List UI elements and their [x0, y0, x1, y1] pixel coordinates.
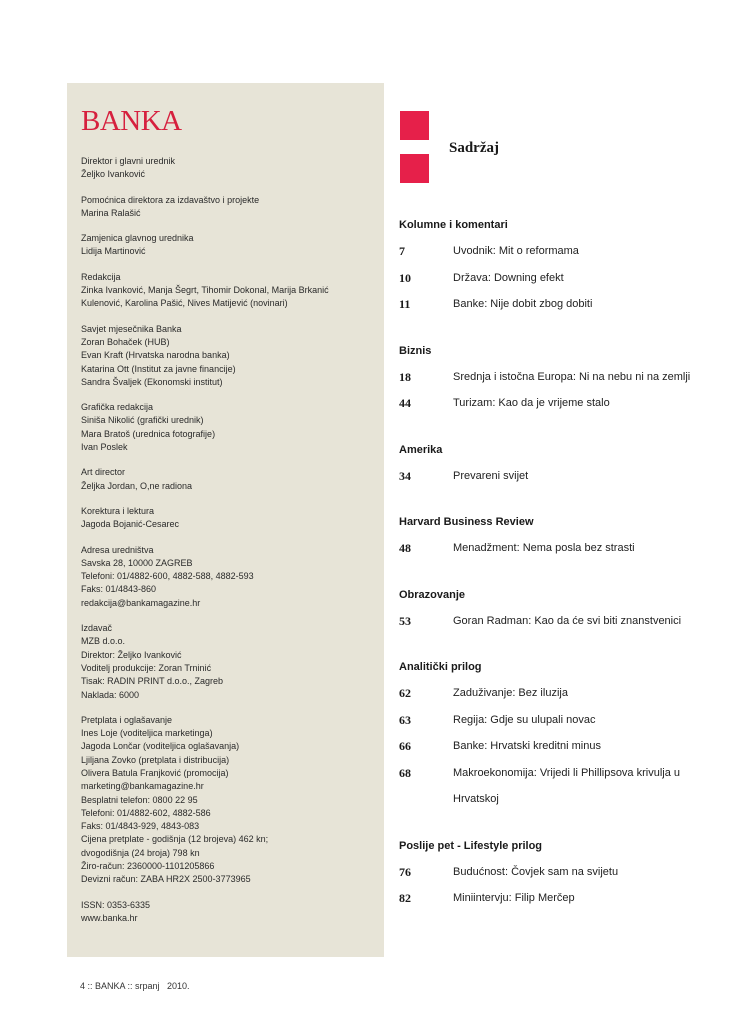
- toc-title: Sadržaj: [449, 140, 499, 156]
- credit-line: Zoran Bohaček (HUB): [81, 336, 170, 347]
- toc-entry: [399, 535, 699, 562]
- credit-line: marketing@bankamagazine.hr: [81, 781, 204, 792]
- toc-page-number: 68: [399, 765, 411, 780]
- toc-page-number: 82: [399, 891, 411, 905]
- toc-page-number: 48: [399, 541, 411, 555]
- credit-line: redakcija@bankamagazine.hr: [81, 597, 201, 608]
- credit-line: Besplatni telefon: 0800 22 95: [81, 794, 198, 805]
- credit-heading: Grafička redakcija: [81, 402, 154, 413]
- toc-entry-title: Zaduživanje: Bez iluzija: [453, 687, 568, 699]
- credit-line: Sandra Švaljek (Ekonomski institut): [81, 376, 223, 387]
- credit-line: Devizni račun: ZABA HR2X 2500-3773965: [81, 874, 251, 885]
- accent-square-top: [400, 111, 429, 140]
- credit-line: Evan Kraft (Hrvatska narodna banka): [81, 350, 230, 361]
- toc-section: [399, 654, 699, 813]
- credit-block: [81, 714, 374, 887]
- credit-block: [81, 466, 374, 493]
- credit-line: Telefoni: 01/4882-602, 4882-586: [81, 807, 211, 818]
- credit-line: www.banka.hr: [81, 912, 138, 923]
- credit-line: Kulenović, Karolina Pašić, Nives Matijević (novinari): [81, 298, 288, 309]
- toc-page-number: 44: [399, 396, 411, 410]
- credit-line: Direktor: Željko Ivanković: [81, 649, 182, 660]
- credit-line: Lidija Martinović: [81, 246, 146, 257]
- toc-entry-title: Menadžment: Nema posla bez strasti: [453, 542, 635, 554]
- toc-entry-title: Banke: Nije dobit zbog dobiti: [453, 298, 593, 310]
- credit-line: MZB d.o.o.: [81, 636, 126, 647]
- credit-line: Jagoda Lončar (voditeljica oglašavanja): [81, 741, 240, 752]
- credit-line: Faks: 01/4843-860: [81, 584, 157, 595]
- toc-page-number: 7: [399, 244, 405, 258]
- page-footer: 4 :: BANKA :: srpanj 2010.: [80, 981, 190, 991]
- credit-heading: Art director: [81, 467, 126, 478]
- credit-line: Marina Ralašić: [81, 207, 141, 218]
- toc-entry: [399, 265, 699, 292]
- credit-heading: Savjet mjesečnika Banka: [81, 323, 182, 334]
- credit-line: Voditelj produkcije: Zoran Trninić: [81, 662, 212, 673]
- toc-entry-title: Makroekonomija: Vrijedi li Phillipsova krivulja u: [453, 766, 681, 779]
- credit-line: Željka Jordan, O,ne radiona: [81, 480, 193, 491]
- credit-line: Ines Loje (voditeljica marketinga): [81, 728, 213, 739]
- toc-entry-title: Regija: Gdje su ulupali novac: [453, 713, 596, 726]
- masthead-credits: [81, 155, 374, 925]
- credit-heading: Pretplata i oglašavanje: [81, 714, 173, 725]
- credit-line: Cijena pretplate - godišnja (12 brojeva) 462 kn;: [81, 834, 269, 845]
- toc-page-number: 34: [399, 468, 411, 483]
- credit-line: Mara Bratoš (urednica fotografije): [81, 428, 216, 439]
- toc-entry-title: Država: Downing efekt: [453, 271, 564, 284]
- toc-page-number: 11: [399, 297, 411, 311]
- accent-squares: [400, 111, 429, 197]
- toc-entry-title: Miniintervju: Filip Merčep: [453, 892, 575, 904]
- toc-entry: [399, 364, 699, 391]
- toc-page-number: 18: [399, 369, 411, 384]
- toc-entry-title: Turizam: Kao da je vrijeme stalo: [453, 397, 610, 409]
- credit-line: Zinka Ivanković, Manja Šegrt, Tihomir Dokonal, Marija Brkanić: [81, 285, 329, 296]
- toc-entry: [399, 760, 699, 787]
- credit-block: [81, 155, 374, 182]
- toc-entry: [399, 238, 699, 265]
- toc-section: [399, 338, 699, 417]
- credit-block: [81, 505, 374, 532]
- brand-logo: BANKA: [81, 105, 182, 137]
- credit-heading: Redakcija: [81, 271, 121, 282]
- toc-entry: [399, 733, 699, 760]
- table-of-contents: [399, 212, 699, 932]
- credit-line: Žiro-račun: 2360000-1101205866: [81, 861, 215, 872]
- toc-entry-title: Prevareni svijet: [453, 469, 529, 482]
- credit-heading: Direktor i glavni urednik: [81, 156, 176, 166]
- masthead-panel: [67, 83, 384, 957]
- credit-block: [81, 323, 374, 389]
- credit-line: Katarina Ott (Institut za javne financije): [81, 363, 236, 374]
- credit-block: [81, 401, 374, 454]
- accent-square-bottom: [400, 154, 429, 183]
- toc-page-number: 76: [399, 864, 411, 879]
- credit-line: Olivera Batula Franjković (promocija): [81, 767, 229, 778]
- credit-block: [81, 271, 374, 311]
- credit-line: Savska 28, 10000 ZAGREB: [81, 557, 193, 568]
- toc-entry-title: Budućnost: Čovjek sam na svijetu: [453, 865, 619, 878]
- toc-entry: [399, 680, 699, 707]
- credit-heading: Zamjenica glavnog urednika: [81, 233, 194, 244]
- toc-entry: [399, 463, 699, 490]
- toc-section-heading: Kolumne i komentari: [399, 219, 508, 231]
- credit-line: Ivan Poslek: [81, 442, 128, 453]
- toc-entry-title: Uvodnik: Mit o reformama: [453, 245, 579, 257]
- credit-heading: Korektura i lektura: [81, 505, 155, 516]
- toc-entry-title: Banke: Hrvatski kreditni minus: [453, 740, 601, 752]
- credit-heading: Adresa uredništva: [81, 544, 154, 555]
- credit-block: [81, 194, 374, 221]
- credit-block: [81, 232, 374, 259]
- toc-entry: [399, 608, 699, 635]
- toc-section-heading: Harvard Business Review: [399, 516, 534, 528]
- credit-line: Tisak: RADIN PRINT d.o.o., Zagreb: [81, 676, 224, 687]
- toc-section: [399, 437, 699, 490]
- credit-block: [81, 622, 374, 702]
- credit-line: dvogodišnja (24 broja) 798 kn: [81, 847, 200, 858]
- credit-line: Ljiljana Zovko (pretplata i distribucija): [81, 754, 230, 765]
- credit-line: Željko Ivanković: [81, 169, 146, 180]
- credit-heading: Pomoćnica direktora za izdavaštvo i projekte: [81, 194, 260, 205]
- toc-entry: [399, 707, 699, 734]
- toc-section: [399, 212, 699, 318]
- toc-entry-title: Srednja i istočna Europa: Ni na nebu ni na zemlji: [453, 370, 691, 383]
- toc-entry-continuation: Hrvatskoj: [453, 793, 499, 805]
- toc-page-number: 53: [399, 613, 411, 628]
- toc-section: [399, 582, 699, 635]
- credit-heading: ISSN: 0353-6335: [81, 899, 151, 910]
- toc-page-number: 10: [399, 270, 411, 285]
- toc-entry: [399, 390, 699, 417]
- credit-line: Telefoni: 01/4882-600, 4882-588, 4882-593: [81, 571, 254, 582]
- toc-section-heading: Amerika: [399, 443, 443, 456]
- toc-section-heading: Obrazovanje: [399, 588, 466, 601]
- credit-line: Siniša Nikolić (grafički urednik): [81, 415, 204, 426]
- toc-section-heading: Analitički prilog: [399, 661, 482, 673]
- toc-entry: [399, 291, 699, 318]
- toc-page-number: 62: [399, 686, 411, 700]
- credit-line: Faks: 01/4843-929, 4843-083: [81, 821, 200, 832]
- toc-entry: [399, 885, 699, 912]
- toc-entry-title: Goran Radman: Kao da će svi biti znanstvenici: [453, 614, 682, 627]
- toc-section-heading: Poslije pet - Lifestyle prilog: [399, 839, 543, 852]
- credit-line: Naklada: 6000: [81, 689, 140, 700]
- credit-block: [81, 544, 374, 610]
- toc-entry: [399, 859, 699, 886]
- toc-section: [399, 833, 699, 912]
- credit-line: Jagoda Bojanić-Cesarec: [81, 519, 180, 530]
- credit-block: [81, 899, 374, 926]
- toc-section: [399, 509, 699, 562]
- credit-heading: Izdavač: [81, 623, 113, 634]
- toc-page-number: 66: [399, 739, 411, 753]
- toc-page-number: 63: [399, 712, 411, 727]
- toc-section-heading: Biznis: [399, 344, 432, 357]
